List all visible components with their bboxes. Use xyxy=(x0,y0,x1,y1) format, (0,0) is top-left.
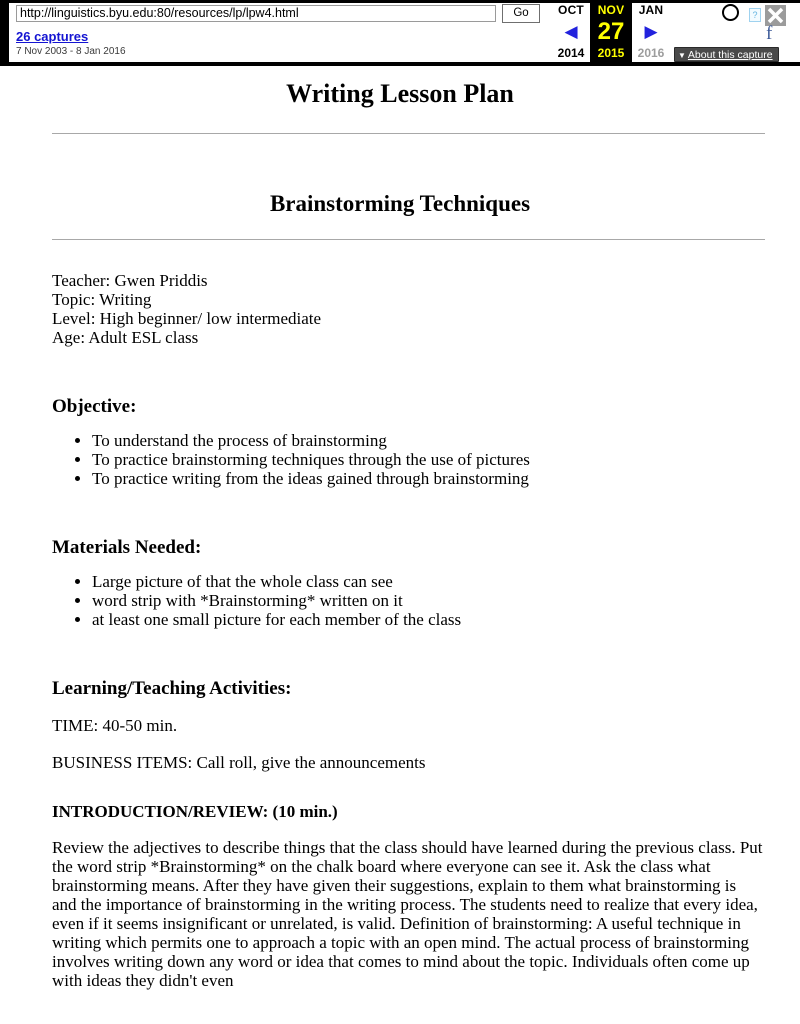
list-item: • word strip with *Brainstorming* written on it xyxy=(92,591,764,610)
introduction-review-heading: INTRODUCTION/REVIEW: (10 min.) xyxy=(52,802,338,821)
archived-page-content xyxy=(0,78,800,990)
url-bar xyxy=(16,4,540,23)
list-item: • at least one small picture for each member of the class xyxy=(92,610,764,629)
current-month-label: NOV xyxy=(597,3,625,17)
previous-capture-arrow-cell[interactable] xyxy=(564,21,577,43)
list-item: • Large picture of that the whole class can see xyxy=(92,572,764,591)
arrow-left-icon[interactable]: ◀ xyxy=(564,21,578,41)
current-day-label: 27 xyxy=(597,17,625,45)
next-year-label: 2016 xyxy=(637,46,665,60)
page-subtitle: Brainstorming Techniques xyxy=(269,191,531,216)
next-month-label: JAN xyxy=(638,3,664,17)
broken-image-placeholder-icon: ? xyxy=(749,8,761,22)
facebook-icon[interactable]: f xyxy=(766,23,773,44)
go-button[interactable]: Go xyxy=(502,4,540,23)
share-circle-icon[interactable] xyxy=(722,4,739,21)
previous-year-label: 2014 xyxy=(557,46,585,60)
lesson-metadata xyxy=(52,271,764,347)
objective-list xyxy=(52,431,764,488)
meta-age: Age: Adult ESL class xyxy=(52,328,199,347)
wayback-toolbar xyxy=(0,0,800,66)
previous-month-label: OCT xyxy=(558,3,584,17)
introduction-review-body: Review the adjectives to describe things that the class should have learned during the previous class. Put the word strip *Brainstorming* on the chalk board where everyone can see it. Ask the class what brainstorming means. After they have given their suggestions, explain to them what brainstorming is and the importance of brainstorming in the writing process. The students need to realize that every idea, even if it seems insignificant or unrelated, is valid. Definition of brainstorming: A useful technique in writing which permits one to approach a topic with an open mind. The actual process of brainstorming involves writing down any word or idea that comes to mind about the topic. Individuals often come up with ideas they didn't even xyxy=(52,838,763,990)
previous-capture-column[interactable] xyxy=(552,0,590,62)
list-item: • To understand the process of brainstorming xyxy=(92,431,764,450)
activities-heading: Learning/Teaching Activities: xyxy=(52,678,292,699)
meta-level: Level: High beginner/ low intermediate xyxy=(52,309,322,328)
current-year-label: 2015 xyxy=(597,46,625,60)
subtitle-divider xyxy=(52,239,765,240)
current-capture-column xyxy=(590,0,632,62)
captures-date-range: 7 Nov 2003 - 8 Jan 2016 xyxy=(16,46,126,57)
page-title: Writing Lesson Plan xyxy=(286,79,514,108)
meta-topic: Topic: Writing xyxy=(52,290,152,309)
next-capture-arrow-cell[interactable] xyxy=(644,21,657,43)
captures-info xyxy=(16,29,126,58)
meta-teacher: Teacher: Gwen Priddis xyxy=(52,271,208,290)
materials-list xyxy=(52,572,764,629)
about-this-capture-button[interactable] xyxy=(674,47,779,62)
activities-business-line: BUSINESS ITEMS: Call roll, give the announcements xyxy=(52,753,426,772)
next-capture-column[interactable] xyxy=(632,0,670,62)
objective-heading: Objective: xyxy=(52,396,137,417)
document-body xyxy=(52,271,764,990)
captures-count-link[interactable]: 26 captures xyxy=(16,29,89,44)
toolbar-icon-cluster xyxy=(718,1,798,51)
title-divider xyxy=(52,133,765,134)
list-item: • To practice writing from the ideas gained through brainstorming xyxy=(92,469,764,488)
activities-time-line: TIME: 40-50 min. xyxy=(52,716,178,735)
list-item: • To practice brainstorming techniques through the use of pictures xyxy=(92,450,764,469)
capture-date-navigator xyxy=(552,0,670,62)
about-this-capture-label: About this capture xyxy=(687,49,773,61)
arrow-right-icon[interactable]: ▶ xyxy=(644,21,658,41)
chevron-down-icon: ▼ xyxy=(678,51,686,60)
materials-heading: Materials Needed: xyxy=(52,537,202,558)
url-input[interactable] xyxy=(16,5,496,22)
